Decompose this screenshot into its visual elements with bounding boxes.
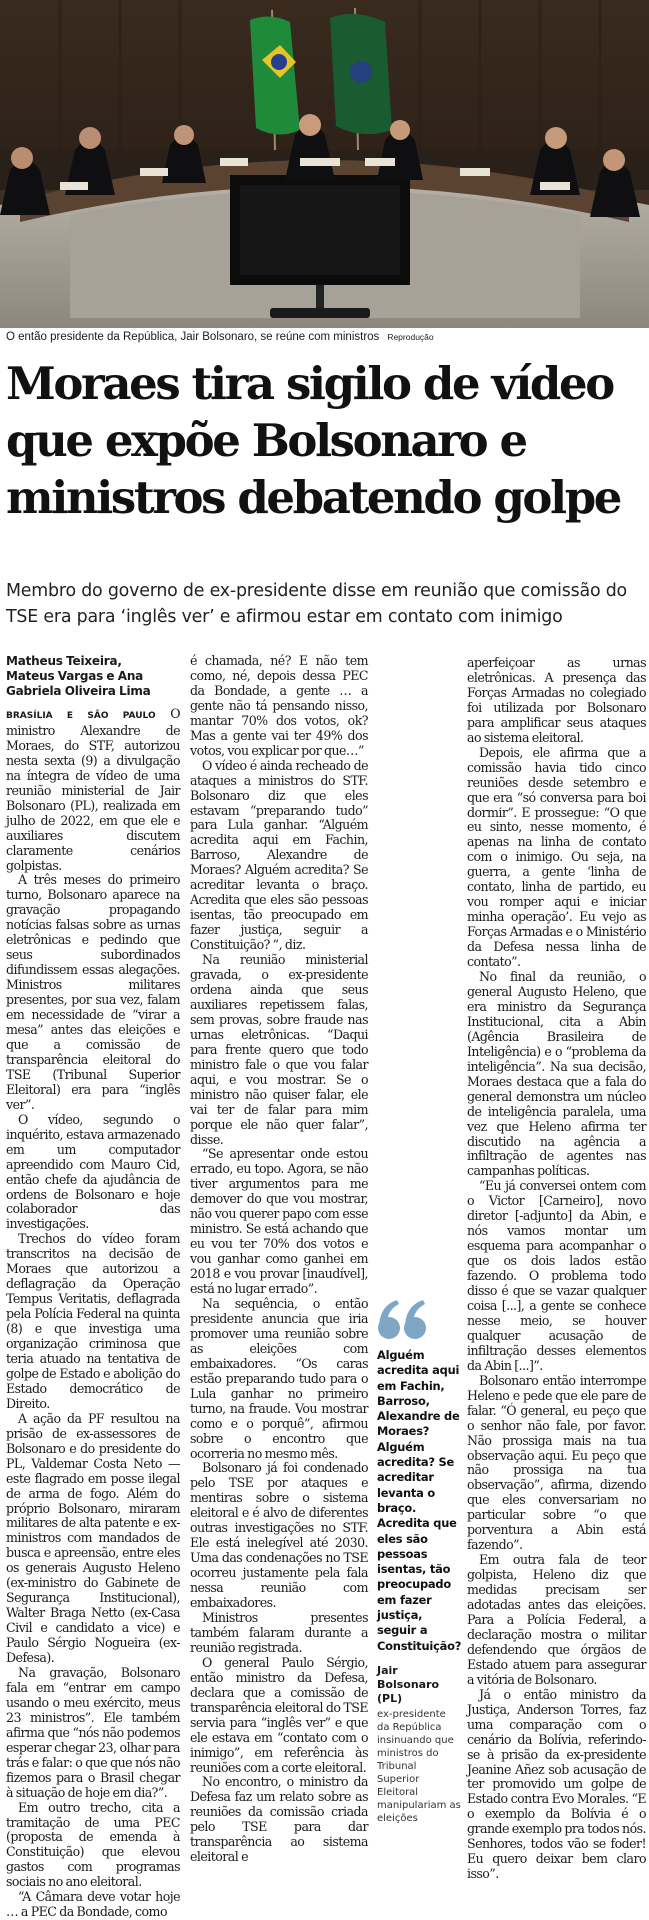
paragraph: Ministros presentes também falaram durante a reunião registrada. [190,1610,368,1655]
paragraph: “Eu já conversei ontem com o Victor [Carneiro], novo diretor [-adjunto] da Abin, e nós vamos montar um esquema para acompanhar o que os dois lados estão fazendo. O problema todo disso é que se vazar qualquer coisa [...], a gente se conhece nesse meio, se houver qualquer acusação de infiltração desses elementos da Abin [...]”. [467,1178,646,1373]
lead-text: O ministro Alexandre de Moraes, do STF, autorizou nesta sexta (9) a divulgação na íntegra de vídeo de uma reunião ministerial de Jair Bolsonaro (PL), realizada em julho de 2022, em que ele e auxiliares discutem claramente cenários golpistas. [6,706,181,873]
paragraph: “Se apresentar onde estou errado, eu topo. Agora, se não tiver argumentos para me demover do que vou mostrar, não vou querer papo com esse ministro. Se está achando que eu vou ter 70% dos votos e vou ganhar como ganhei em 2018 e vou provar [inaudível], está no lugar errado”. [190,1146,368,1297]
photo-caption [6,331,646,347]
headline: Moraes tira sigilo de vídeo que expõe Bolsonaro e ministros debatendo golpe [6,357,621,524]
paragraph: Em outra fala de teor golpista, Heleno diz que medidas precisam ser adotadas antes das eleições. Para a Polícia Federal, a declaração mostra o militar defendendo que órgãos de Estado atuem para assegurar a vitória de Bolsonaro. [467,1552,646,1687]
paragraph: Bolsonaro já foi condenado pelo TSE por ataques e mentiras sobre o sistema eleitoral e é alvo de diferentes outras investigações no STF. Ele está inelegível até 2030. Uma das condenações no TSE ocorreu justamente pela fala nessa reunião com embaixadores. [190,1460,368,1611]
subhead: Membro do governo de ex-presidente disse em reunião que comissão do TSE era para ‘inglês ver’ e afirmou estar em contato com inimigo [6,581,628,627]
caption-text: O então presidente da República, Jair Bolsonaro, se reúne com ministros [6,331,380,343]
paragraph: aperfeiçoar as urnas eletrônicas. A presença das Forças Armadas no colegiado foi utilizada por Bolsonaro para amplificar seus ataques ao sistema eleitoral. [467,655,646,745]
paragraph: Em outro trecho, cita a tramitação de uma PEC (proposta de emenda à Constituição) que elevou gastos com programas sociais no ano eleitoral. [6,1799,180,1890]
pull-quote-role: ex-presidente da República insinuando que ministros do Tribunal Superior Eleitoral manipulariam as eleições [377,1708,461,1824]
paragraph: No final da reunião, o general Augusto Heleno, que era ministro da Segurança Institucional, cita a Abin (Agência Brasileira de Inteligência) e o “problema da inteligência”. Na sua decisão, Moraes destaca que a fala do general demonstra um núcleo de inteligência paralela, uma vez que Heleno afirma ter discutido na agência a infiltração de agentes nas campanhas políticas. [467,969,646,1179]
paragraph: é chamada, né? E não tem como, né, depois dessa PEC da Bondade, a gente … a gente não tá pensando nisso, mantar 70% dos votos, ok? Mas a gente vai ter 49% dos votos, vou explicar por que…” [190,653,368,758]
pull-quote [377,1298,462,1824]
paragraph-lead [6,707,180,873]
paragraph: Bolsonaro então interrompe Heleno e pede que ele pare de falar. “Ó general, eu peço que o senhor não fale, por favor. Não prossiga mais na tua observação aqui. Eu peço que não prossiga na tua observação”, afirma, dizendo que eles conversariam no particular sobre “o que porventura a Abin está fazendo”. [467,1372,646,1553]
pull-quote-author: Jair Bolsonaro (PL) [377,1663,440,1705]
paragraph: O vídeo, segundo o inquérito, estava armazenado em um computador apreendido com Mauro Cid, então chefe da ajudância de ordens de Bolsonaro e hoje colaborador das investigações. [6,1111,180,1232]
paragraph: Na sequência, o então presidente anuncia que iria promover uma reunião sobre as eleições com embaixadores. “Os caras estão preparando tudo para o Lula ganhar no primeiro turno, na fraude. Vou mostrar como e o porquê”, afirmou sobre o encontro que ocorreria no mesmo mês. [190,1295,368,1461]
paragraph: Trechos do vídeo foram transcritos na decisão de Moraes que autorizou a deflagração da Operação Tempus Veritatis, deflagrada pela Polícia Federal na quinta (8) e que investiga uma organização criminosa que teria atuado na tentativa de golpe de Estado e abolição do Estado democrático de Direito. [6,1231,180,1411]
paragraph: A ação da PF resultou na prisão de ex-assessores de Bolsonaro e do presidente do PL, Valdemar Costa Neto —este flagrado em posse ilegal de arma de fogo. Além do próprio Bolsonaro, miraram militares de alta patente e ex-ministros com mandados de busca e apreensão, entre eles os generais Augusto Heleno (ex-ministro do Gabinete de Segurança Institucional), Walter Braga Netto (ex-Casa Civil e candidato a vice) e Paulo Sérgio Nogueira (ex-Defesa). [6,1410,180,1666]
paragraph: No encontro, o ministro da Defesa faz um relato sobre as reuniões da comissão criada pelo TSE para dar transparência ao sistema eleitoral e [190,1774,368,1865]
paragraph: O vídeo é ainda recheado de ataques a ministros do STF. Bolsonaro diz que eles estavam “preparando tudo” para Lula ganhar. “Alguém acredita aqui em Fachin, Barroso, Alexandre de Moraes? Alguém acredita? Se acreditar levanta o braço. Acredita que eles são pessoas isentas, tão preocupado em fazer justiça, seguir a Constituição? ”, diz. [190,757,368,953]
bylines [6,654,180,699]
pull-quote-text: Alguém acredita aqui em Fachin, Barroso, Alexandre de Moraes? Alguém acredita? Se acreditar levanta o braço. Acredita que eles são pessoas isentas, tão preocupado em fazer justiça, seguir a Constituição? [377,1348,462,1653]
quote-mark-icon [377,1298,429,1342]
column-3 [467,655,646,1882]
meeting-photo [0,0,649,328]
paragraph: O general Paulo Sérgio, então ministro da Defesa, declara que a comissão de transparência eleitoral do TSE servia para “inglês ver” e que ele estava em “contato com o inimigo”, em referência às reuniões com a corte eleitoral. [190,1654,368,1775]
meeting-photo-illustration [0,0,649,328]
photo-credit: Reprodução [387,332,434,342]
byline: Gabriela Oliveira Lima [6,684,151,698]
column-2 [190,653,368,1865]
paragraph: Depois, ele afirma que a comissão havia tido cinco reuniões desde setembro e que era “só conversa para boi dormir”. E prossegue: “O que eu sinto, nesse momento, é apenas na linha de contato com o inimigo. Ou seja, na guerra, a gente ‘linha de contato, linha de partido, eu vou romper aqui e iniciar minha operação’. Eu vejo as Forças Armadas e o Ministério da Defesa nessa linha de contato”. [467,744,646,970]
column-1 [6,654,181,1920]
paragraph: Na gravação, Bolsonaro fala em “entrar em campo usando o meu exército, meus 23 ministros”. Ele também afirma que “nós não podemos esperar chegar 23, olhar para trás e falar: o que que nós não fizemos para o Brasil chegar à situação de hoje em dia?”. [6,1665,180,1800]
paragraph: “A Câmara deve votar hoje … a PEC da Bondade, como [6,1889,180,1920]
paragraph: Já o então ministro da Justiça, Anderson Torres, faz uma comparação com o cenário da Bolívia, referindo-se à prisão da ex-presidente Jeanine Añez sob acusação de ter promovido um golpe de Estado contra Evo Morales. “E o exemplo da Bolívia é o grande exemplo pra todos nós. Senhores, todos vão se foder! Eu quero deixar bem claro isso”. [467,1686,646,1882]
placeline: BRASÍLIA E SÃO PAULO [6,711,156,721]
paragraph: A três meses do primeiro turno, Bolsonaro aparece na gravação propagando notícias falsas sobre as urnas eletrônicas e pedindo que seus subordinados difundissem essas alegações. Ministros militares presentes, por sua vez, falam em necessidade de “virar a mesa” antes das eleições e que a comissão de transparência eleitoral do TSE (Tribunal Superior Eleitoral) era para “inglês ver”. [6,872,180,1112]
byline: Mateus Vargas e Ana [6,669,144,683]
byline: Matheus Teixeira, [6,654,122,668]
paragraph: Na reunião ministerial gravada, o ex-presidente ordena ainda que seus auxiliares repetissem falas, sem provas, sobre fraude nas urnas eletrônicas. “Daqui para frente quero que todo ministro fale o que vou falar aqui, e vou mostrar. Se o ministro não quiser falar, ele vai ter de falar para mim porque ele não quer falar”, disse. [190,952,368,1147]
